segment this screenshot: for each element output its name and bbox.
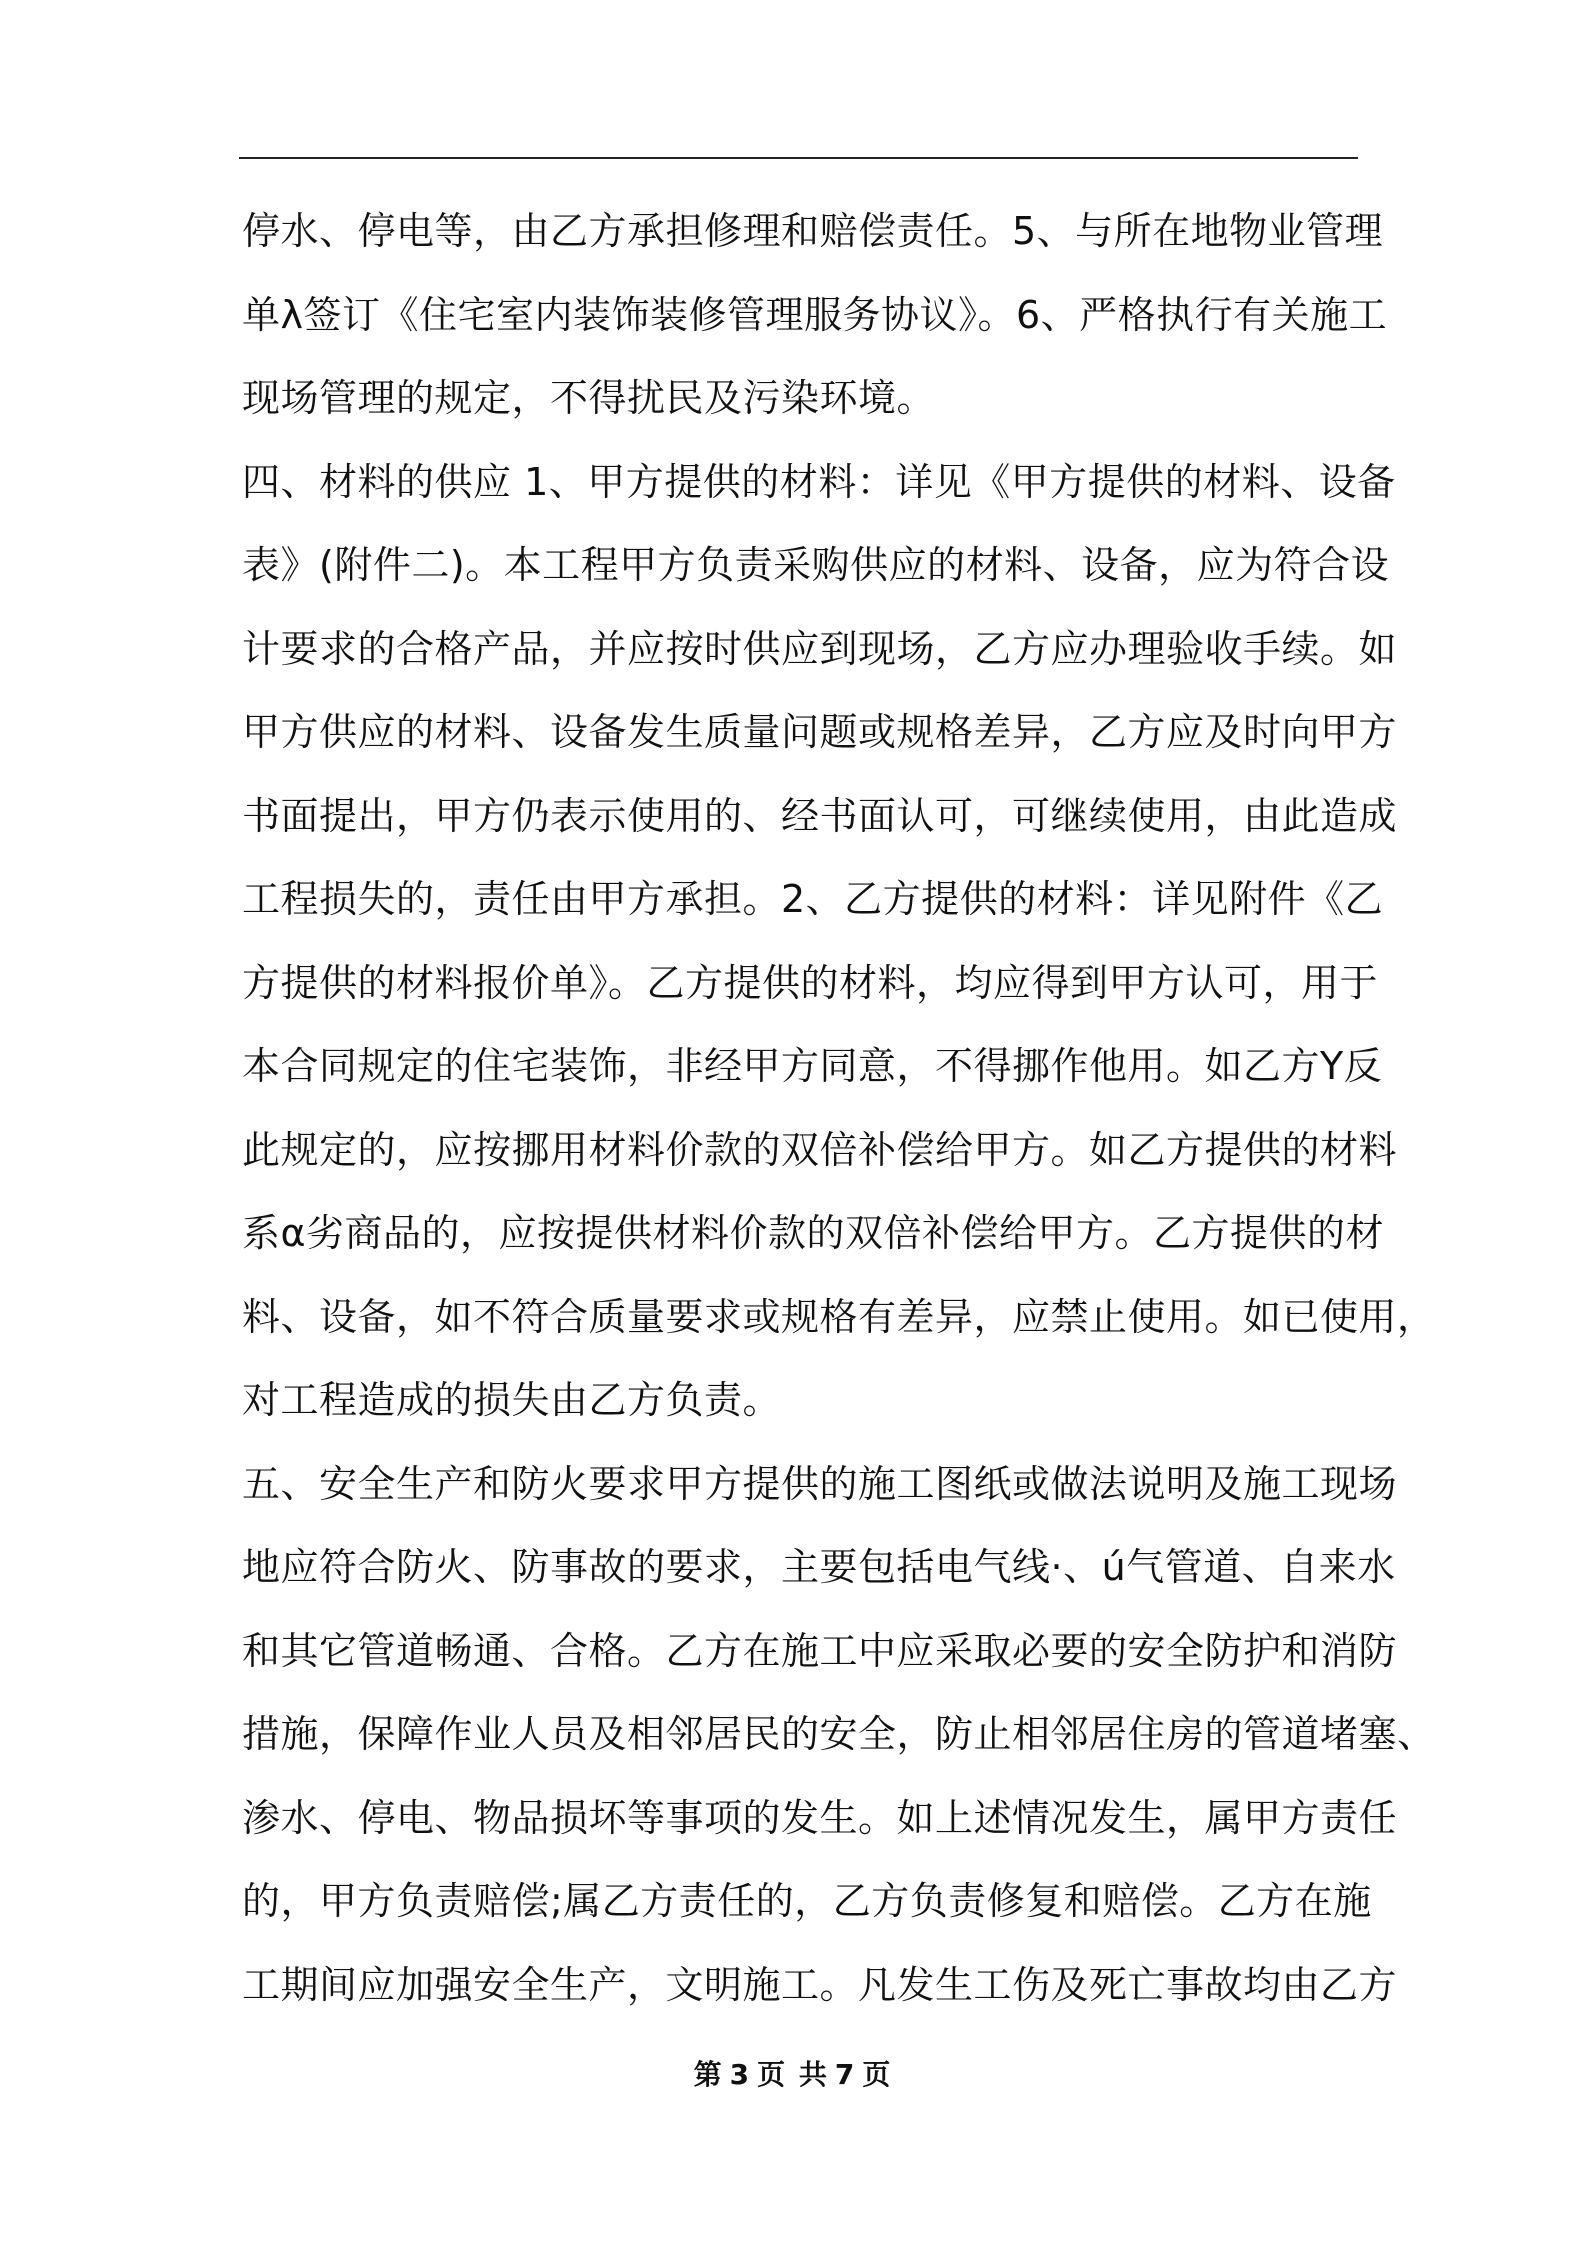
- text-line: 工期间应加强安全生产，文明施工。凡发生工伤及死亡事故均由乙方: [242, 1962, 1398, 2007]
- text-line: 地应符合防火、防事故的要求，主要包括电气线·、ú气管道、自来水: [242, 1545, 1396, 1589]
- header-rule: [239, 157, 1358, 159]
- current-page-number: 3: [729, 2058, 752, 2091]
- total-pages-number: 7: [834, 2058, 857, 2091]
- text-line: 本合同规定的住宅装饰，非经甲方同意，不得挪作他用。如乙方Y反: [242, 1044, 1383, 1088]
- text-line: 和其它管道畅通、合格。乙方在施工中应采取必要的安全防护和消防: [242, 1628, 1398, 1673]
- paragraph: [242, 190, 1388, 441]
- text-line: 表》(附件二)。本工程甲方负责采购供应的材料、设备，应为符合设: [242, 543, 1390, 587]
- text-line: 工程损失的，责任由甲方承担。2、乙方提供的材料：详见附件《乙: [242, 877, 1384, 921]
- text-line: 停水、停电等，由乙方承担修理和赔偿责任。5、与所在地物业管理: [242, 209, 1384, 253]
- text-line: 的，甲方负责赔偿;属乙方责任的，乙方负责修复和赔偿。乙方在施: [242, 1879, 1372, 1923]
- text-line: 渗水、停电、物品损坏等事项的发生。如上述情况发生，属甲方责任: [242, 1795, 1398, 1840]
- document-body: [242, 190, 1436, 2027]
- text-line: 现场管理的规定，不得扰民及污染环境。: [242, 376, 936, 420]
- text-line: 单λ签订《住宅室内装饰装修管理服务协议》。6、严格执行有关施工: [242, 292, 1388, 337]
- paragraph: [242, 1443, 1436, 2028]
- footer-middle: 页 共: [757, 2058, 829, 2091]
- footer-prefix: 第: [693, 2058, 724, 2091]
- text-line: 方提供的材料报价单》。乙方提供的材料，均应得到甲方认可，用于: [242, 960, 1379, 1005]
- text-line: 此规定的，应按挪用材料价款的双倍补偿给甲方。如乙方提供的材料: [242, 1127, 1398, 1172]
- text-line: 书面提出，甲方仍表示使用的、经书面认可，可继续使用，由此造成: [242, 793, 1398, 838]
- footer-suffix: 页: [862, 2058, 893, 2091]
- text-line: 措施，保障作业人员及相邻居民的安全，防止相邻居住房的管道堵塞、: [242, 1712, 1436, 1756]
- text-line: 对工程造成的损失由乙方负责。: [242, 1378, 782, 1422]
- text-line: 甲方供应的材料、设备发生质量问题或规格差异，乙方应及时向甲方: [242, 710, 1398, 754]
- paragraph: [242, 441, 1436, 1443]
- text-line: 系α劣商品的，应按提供材料价款的双倍补偿给甲方。乙方提供的材: [242, 1211, 1385, 1255]
- text-line: 料、设备，如不符合质量要求或规格有差异，应禁止使用。如已使用，: [242, 1294, 1436, 1339]
- page-footer: [0, 2053, 1586, 2093]
- text-line: 五、安全生产和防火要求甲方提供的施工图纸或做法说明及施工现场: [242, 1461, 1398, 1506]
- text-line: 计要求的合格产品，并应按时供应到现场，乙方应办理验收手续。如: [242, 626, 1398, 671]
- text-line: 四、材料的供应 1、甲方提供的材料：详见《甲方提供的材料、设备: [242, 459, 1396, 504]
